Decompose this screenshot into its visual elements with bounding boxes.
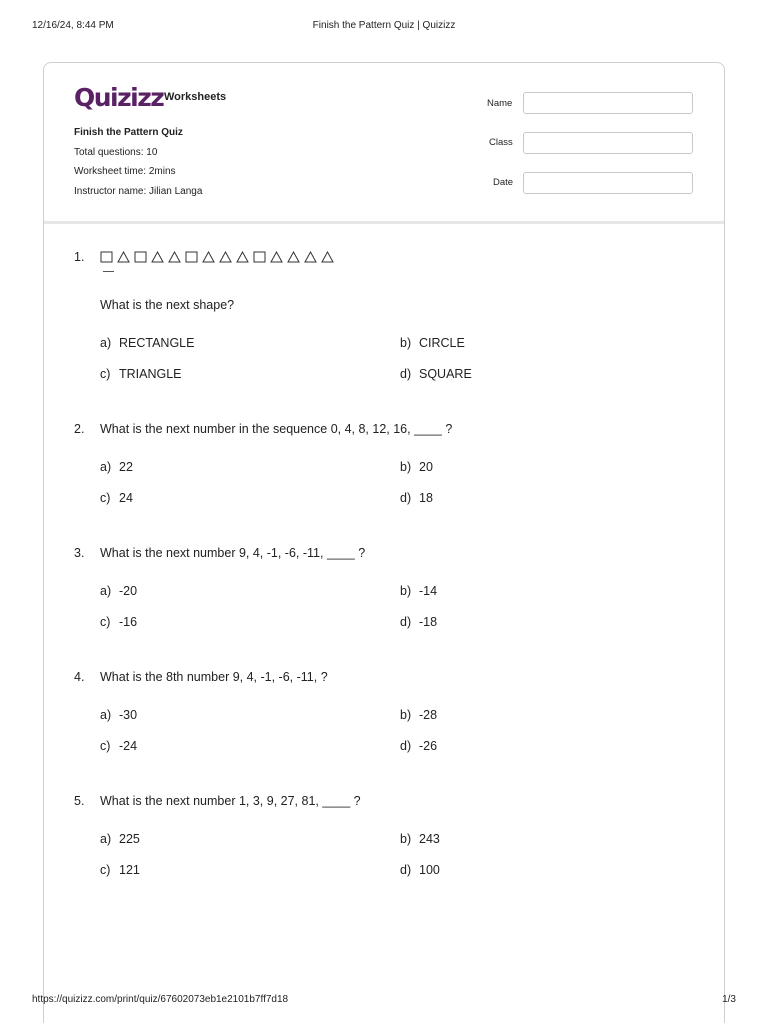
option-text: 20 xyxy=(419,460,433,474)
option-text: CIRCLE xyxy=(419,336,465,350)
option-a xyxy=(100,460,133,474)
option-letter: d) xyxy=(400,491,412,505)
question-text: What is the 8th number 9, 4, -1, -6, -11, ? xyxy=(100,670,328,684)
print-page-title: Finish the Pattern Quiz | Quizizz xyxy=(312,20,456,31)
triangle-icon xyxy=(236,251,249,263)
total-questions: Total questions: 10 xyxy=(74,147,158,158)
option-text: -24 xyxy=(119,739,138,753)
option-a xyxy=(100,584,137,598)
print-footer xyxy=(32,994,736,1006)
option-letter: d) xyxy=(400,615,412,629)
option-c xyxy=(100,491,133,505)
worksheet-time: Worksheet time: 2mins xyxy=(74,166,176,177)
triangle-icon xyxy=(117,251,130,263)
class-field[interactable] xyxy=(523,132,693,154)
option-letter: b) xyxy=(400,460,412,474)
question-number: 3. xyxy=(74,546,85,560)
print-url: https://quizizz.com/print/quiz/67602073eb1e2101b7ff7d18 xyxy=(32,994,289,1005)
option-text: TRIANGLE xyxy=(119,367,182,381)
option-a xyxy=(100,832,140,846)
option-text: 24 xyxy=(119,491,133,505)
option-d xyxy=(400,739,437,753)
quizizz-logo xyxy=(74,83,227,112)
option-letter: b) xyxy=(400,336,412,350)
worksheet-header xyxy=(44,63,724,224)
triangle-icon xyxy=(151,251,164,263)
option-text: 18 xyxy=(419,491,433,505)
quiz-title: Finish the Pattern Quiz xyxy=(74,127,183,138)
option-d xyxy=(400,491,433,505)
triangle-icon xyxy=(168,251,181,263)
option-text: 121 xyxy=(119,863,140,877)
triangle-icon xyxy=(219,251,232,263)
option-letter: a) xyxy=(100,336,112,350)
option-letter: d) xyxy=(400,863,412,877)
option-text: -28 xyxy=(419,708,438,722)
date-label: Date xyxy=(493,177,514,188)
instructor-name: Instructor name: Jilian Langa xyxy=(74,186,203,197)
question-text: What is the next number 1, 3, 9, 27, 81, ____ ? xyxy=(100,794,361,808)
question-text: What is the next number 9, 4, -1, -6, -11, ____ ? xyxy=(100,546,366,560)
option-text: -30 xyxy=(119,708,138,722)
pattern-shapes xyxy=(100,247,338,263)
print-datetime: 12/16/24, 8:44 PM xyxy=(32,20,114,31)
name-label: Name xyxy=(487,98,513,109)
question-text: What is the next number in the sequence 0, 4, 8, 12, 16, ____ ? xyxy=(100,422,453,436)
square-icon xyxy=(134,251,147,263)
option-c xyxy=(100,367,182,381)
option-letter: c) xyxy=(100,615,111,629)
triangle-icon xyxy=(304,251,317,263)
triangle-icon xyxy=(202,251,215,263)
option-text: 100 xyxy=(419,863,440,877)
option-text: -14 xyxy=(419,584,438,598)
option-a xyxy=(100,708,137,722)
option-c xyxy=(100,863,140,877)
option-a xyxy=(100,336,194,350)
option-text: RECTANGLE xyxy=(119,336,195,350)
question-number: 4. xyxy=(74,670,85,684)
question-text: What is the next shape? xyxy=(100,298,235,312)
option-letter: a) xyxy=(100,708,112,722)
square-icon xyxy=(185,251,198,263)
date-field[interactable] xyxy=(523,172,693,194)
option-letter: b) xyxy=(400,832,412,846)
option-text: -26 xyxy=(419,739,438,753)
option-b xyxy=(400,584,437,598)
question-number: 5. xyxy=(74,794,85,808)
option-letter: c) xyxy=(100,863,111,877)
option-b xyxy=(400,460,433,474)
option-text: 243 xyxy=(419,832,440,846)
print-page-number: 1/3 xyxy=(722,994,736,1005)
option-letter: a) xyxy=(100,460,112,474)
option-text: 22 xyxy=(119,460,133,474)
triangle-icon xyxy=(270,251,283,263)
square-icon xyxy=(100,251,113,263)
option-letter: a) xyxy=(100,584,112,598)
option-letter: b) xyxy=(400,584,412,598)
option-c xyxy=(100,739,137,753)
option-text: -16 xyxy=(119,615,138,629)
triangle-icon xyxy=(321,251,334,263)
option-d xyxy=(400,863,440,877)
option-letter: c) xyxy=(100,739,111,753)
option-letter: d) xyxy=(400,367,412,381)
option-b xyxy=(400,832,440,846)
option-letter: c) xyxy=(100,491,111,505)
option-text: SQUARE xyxy=(419,367,472,381)
class-label: Class xyxy=(489,137,513,148)
option-text: 225 xyxy=(119,832,140,846)
option-d xyxy=(400,367,472,381)
option-letter: d) xyxy=(400,739,412,753)
question-number: 1. xyxy=(74,250,85,264)
option-b xyxy=(400,336,465,350)
brand-subtitle: Worksheets xyxy=(164,91,227,103)
option-text: -18 xyxy=(419,615,438,629)
option-letter: c) xyxy=(100,367,111,381)
option-c xyxy=(100,615,137,629)
option-text: -20 xyxy=(119,584,138,598)
option-d xyxy=(400,615,437,629)
option-letter: a) xyxy=(100,832,112,846)
worksheet xyxy=(43,62,725,1023)
option-b xyxy=(400,708,437,722)
pattern-underline xyxy=(103,271,114,272)
square-icon xyxy=(253,251,266,263)
brand-name: Quizizz xyxy=(74,83,164,112)
name-field[interactable] xyxy=(523,92,693,114)
question-number: 2. xyxy=(74,422,85,436)
triangle-icon xyxy=(287,251,300,263)
print-header xyxy=(32,20,736,32)
option-letter: b) xyxy=(400,708,412,722)
